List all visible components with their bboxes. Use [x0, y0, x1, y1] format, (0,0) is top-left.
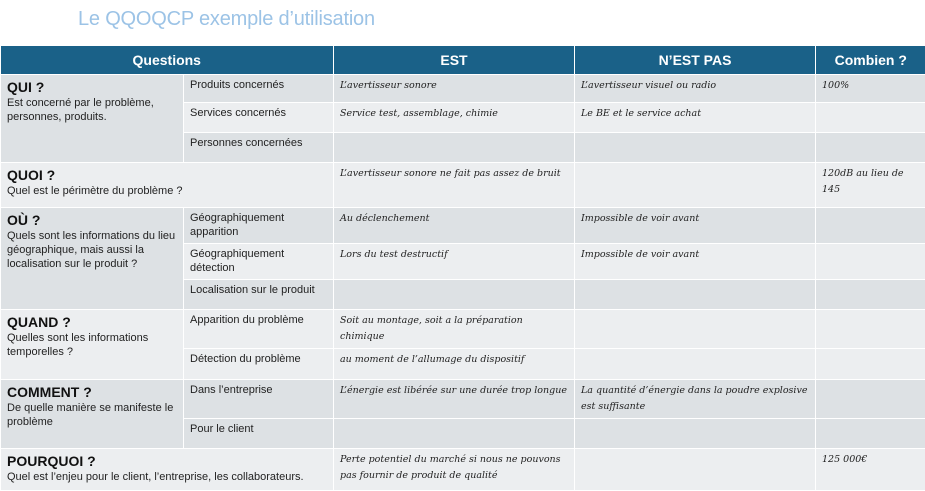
ou-combien-1	[816, 208, 925, 244]
quand-sub-2: Détection du problème	[184, 349, 334, 380]
quand-combien-1	[816, 310, 925, 349]
quoi-heading: QUOI ?	[7, 167, 327, 184]
ou-combien-2	[816, 244, 925, 280]
quoi-nest	[575, 163, 816, 208]
table-row	[1, 380, 925, 419]
qqoqcp-table	[0, 46, 925, 491]
comment-sub-1: Dans l’entreprise	[184, 380, 334, 419]
ou-nest-2: Impossible de voir avant	[575, 244, 816, 280]
comment-cell	[1, 380, 184, 449]
ou-description: Quels sont les informations du lieu géographique, mais aussi la localisation sur le produit ?	[7, 229, 177, 271]
table-row	[1, 163, 925, 208]
ou-est-3	[334, 280, 575, 310]
pourquoi-heading: POURQUOI ?	[7, 453, 327, 470]
qui-combien-2	[816, 103, 925, 133]
ou-nest-3	[575, 280, 816, 310]
qui-est-2: Service test, assemblage, chimie	[334, 103, 575, 133]
quand-est-1: Soit au montage, soit a la préparation chimique	[334, 310, 575, 349]
pourquoi-nest	[575, 449, 816, 491]
qui-est-3	[334, 133, 575, 163]
ou-sub-3: Localisation sur le produit	[184, 280, 334, 310]
ou-heading: OÙ ?	[7, 212, 177, 229]
quoi-cell	[1, 163, 334, 208]
comment-description: De quelle manière se manifeste le problème	[7, 401, 177, 429]
header-row	[1, 46, 925, 75]
qui-nest-2: Le BE et le service achat	[575, 103, 816, 133]
qui-sub-1: Produits concernés	[184, 75, 334, 103]
table-row	[1, 310, 925, 349]
quoi-est: L’avertisseur sonore ne fait pas assez de bruit	[334, 163, 575, 208]
comment-combien-2	[816, 419, 925, 449]
pourquoi-combien: 125 000€	[816, 449, 925, 491]
qui-heading: QUI ?	[7, 79, 177, 96]
table-row	[1, 208, 925, 244]
comment-nest-2	[575, 419, 816, 449]
header-est: EST	[334, 46, 575, 75]
comment-est-2	[334, 419, 575, 449]
comment-sub-2: Pour le client	[184, 419, 334, 449]
ou-sub-1: Géographiquement apparition	[184, 208, 334, 244]
quand-nest-1	[575, 310, 816, 349]
qui-sub-2: Services concernés	[184, 103, 334, 133]
quoi-combien: 120dB au lieu de 145	[816, 163, 925, 208]
table-row	[1, 75, 925, 103]
qui-cell	[1, 75, 184, 163]
pourquoi-cell	[1, 449, 334, 491]
quand-est-2: au moment de l’allumage du dispositif	[334, 349, 575, 380]
quoi-description: Quel est le périmètre du problème ?	[7, 184, 327, 198]
page-title: Le QQOQCP exemple d’utilisation	[78, 8, 375, 31]
header-nest: N’EST PAS	[575, 46, 816, 75]
ou-est-1: Au déclenchement	[334, 208, 575, 244]
comment-heading: COMMENT ?	[7, 384, 177, 401]
qui-est-1: L’avertisseur sonore	[334, 75, 575, 103]
qui-nest-1: L’avertisseur visuel ou radio	[575, 75, 816, 103]
quand-combien-2	[816, 349, 925, 380]
comment-nest-1: La quantité d’énergie dans la poudre explosive est suffisante	[575, 380, 816, 419]
comment-combien-1	[816, 380, 925, 419]
quand-heading: QUAND ?	[7, 314, 177, 331]
ou-combien-3	[816, 280, 925, 310]
quand-nest-2	[575, 349, 816, 380]
pourquoi-description: Quel est l’enjeu pour le client, l’entreprise, les collaborateurs.	[7, 470, 327, 484]
ou-sub-2: Géographiquement détection	[184, 244, 334, 280]
table-row	[1, 449, 925, 491]
qui-description: Est concerné par le problème, personnes, produits.	[7, 96, 177, 124]
ou-est-2: Lors du test destructif	[334, 244, 575, 280]
qui-sub-3: Personnes concernées	[184, 133, 334, 163]
qui-combien-3	[816, 133, 925, 163]
quand-description: Quelles sont les informations temporelles ?	[7, 331, 177, 359]
ou-cell	[1, 208, 184, 310]
quand-sub-1: Apparition du problème	[184, 310, 334, 349]
ou-nest-1: Impossible de voir avant	[575, 208, 816, 244]
pourquoi-est: Perte potentiel du marché si nous ne pouvons pas fournir de produit de qualité	[334, 449, 575, 491]
quand-cell	[1, 310, 184, 380]
qui-nest-3	[575, 133, 816, 163]
comment-est-1: L’énergie est libérée sur une durée trop longue	[334, 380, 575, 419]
qui-combien-1: 100%	[816, 75, 925, 103]
header-combien: Combien ?	[816, 46, 925, 75]
header-questions: Questions	[1, 46, 334, 75]
